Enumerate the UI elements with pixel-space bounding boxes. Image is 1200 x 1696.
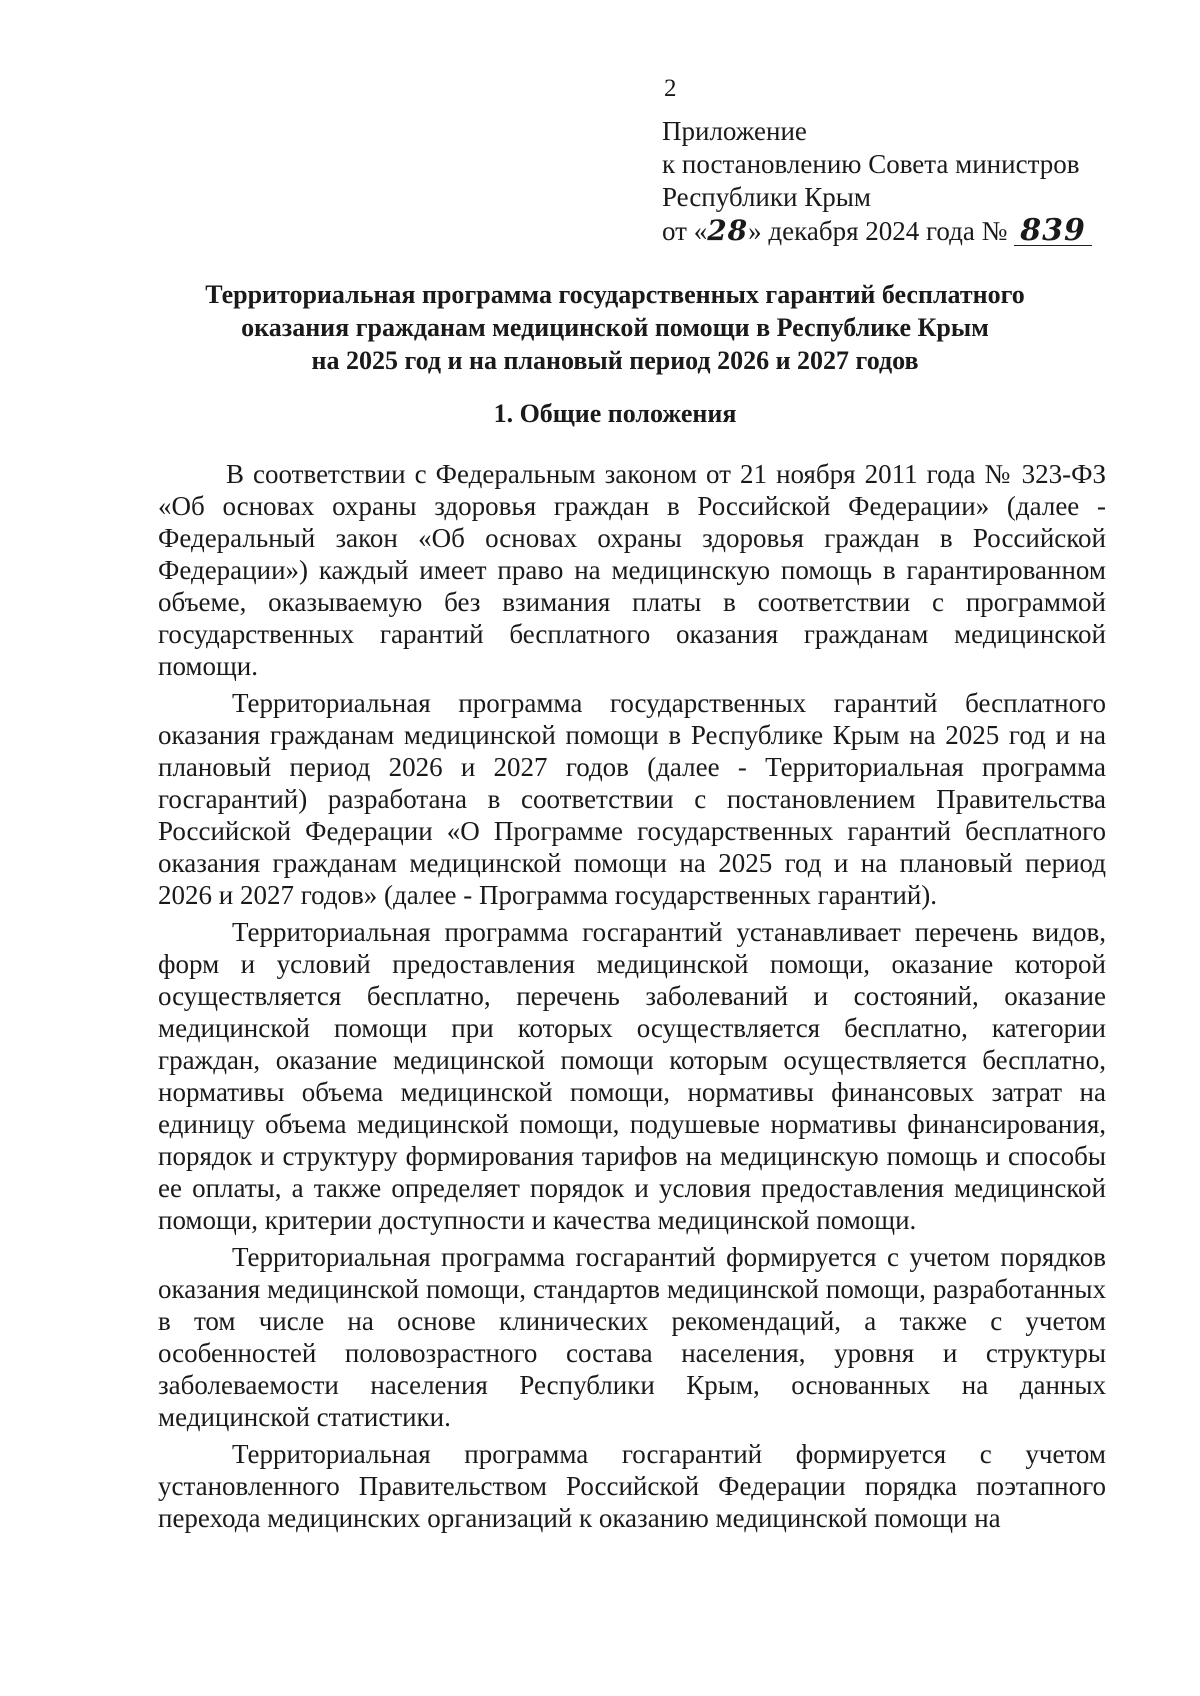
handwritten-doc-number: 839 [1014,217,1092,246]
appendix-block [662,115,1132,248]
appendix-date-line [662,214,1132,248]
document-title [150,278,1080,377]
appendix-line-3: Республики Крым [662,182,871,212]
paragraph-2: Территориальная программа государственных гарантий бесплатного оказания гражданам медицинской помощи в Республике Крым на 2025 год и на плановый период 2026 и 2027 годов (далее - Территориальная программа госгарантий) разработана в соответствии с постановлением Правительства Российской Федерации «О Программе государственных гарантий бесплатного оказания гражданам медицинской помощи на 2025 год и на плановый период 2026 и 2027 годов» (далее - Программа государственных гарантий). [158,688,1106,910]
appendix-line-2: к постановлению Совета министров [662,149,1080,179]
paragraph-3: Территориальная программа госгарантий устанавливает перечень видов, форм и условий предоставления медицинской помощи, оказание которой осуществляется бесплатно, перечень заболеваний и состояний, оказание медицинской помощи при которых осуществляется бесплатно, категории граждан, оказание медицинской помощи которым осуществляется бесплатно, нормативы объема медицинской помощи, нормативы финансовых затрат на единицу объема медицинской помощи, подушевые нормативы финансирования, порядок и структуру формирования тарифов на медицинскую помощь и способы ее оплаты, а также определяет порядок и условия предоставления медицинской помощи, критерии доступности и качества медицинской помощи. [158,917,1106,1235]
page-number: 2 [664,75,677,102]
section-heading: 1. Общие положения [493,399,737,428]
date-prefix: от « [662,216,708,246]
title-line-1: Территориальная программа государственных гарантий бесплатного [205,280,1025,309]
title-line-2: оказания гражданам медицинской помощи в Республике Крым [241,313,989,342]
paragraph-1: В соответствии с Федеральным законом от 21 ноября 2011 года № 323-ФЗ «Об основах охраны здоровья граждан в Российской Федерации» (далее - Федеральный закон «Об основах охраны здоровья граждан в Российской Федерации») каждый имеет право на медицинскую помощь в гарантированном объеме, оказываемую без взимания платы в соответствии с программой государственных гарантий бесплатного оказания гражданам медицинской помощи. [158,459,1106,681]
body-text [158,458,1106,1539]
handwritten-day: 28 [707,214,749,247]
appendix-line-1: Приложение [662,116,807,146]
paragraph-4: Территориальная программа госгарантий формируется с учетом порядков оказания медицинской помощи, стандартов медицинской помощи, разработанных в том числе на основе клинических рекомендаций, а также с учетом особенностей половозрастного состава населения, уровня и структуры заболеваемости населения Республики Крым, основанных на данных медицинской статистики. [158,1242,1106,1432]
paragraph-5: Территориальная программа госгарантий формируется с учетом установленного Правительством Российской Федерации порядка поэтапного перехода медицинских организаций к оказанию медицинской помощи на [158,1439,1106,1533]
title-line-3: на 2025 год и на плановый период 2026 и 2027 годов [311,346,919,375]
date-middle: » декабря 2024 года № [748,216,1008,246]
